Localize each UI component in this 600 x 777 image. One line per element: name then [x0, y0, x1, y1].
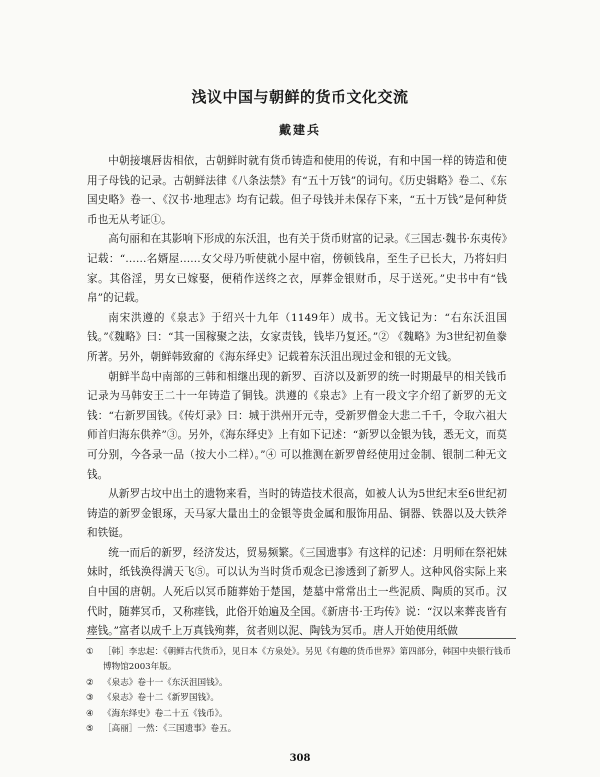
author-name: 戴建兵	[278, 123, 321, 137]
footnote-text: 《海东绎史》卷二十五《钱币》。	[103, 708, 228, 719]
paragraph: 中朝接壤唇齿相依，古朝鲜时就有货币铸造和使用的传说，有和中国一样的铸造和使用子母钱的记录。古朝鲜法律《八条法禁》有“五十万钱”的词句。《历史辑略》卷二、《东国史略》卷一、《汉书·地理志》均有记载。但子母钱并未保存下来，“五十万钱”是何种货币也无从考证①。	[87, 155, 507, 226]
footnote	[86, 722, 516, 737]
page-number: 308	[289, 753, 311, 764]
footnote	[86, 645, 516, 676]
footnote	[86, 676, 516, 691]
paragraph: 南宋洪遵的《泉志》于绍兴十九年（1149年）成书。无文钱记为：“右东沃沮国钱。”《魏略》曰：“其一国稼聚之法，女家责钱，钱毕乃复还。”② 《魏略》为3世纪初鱼豢所著。另外，朝鲜韩致奫的《海东绎史》记载着东沃沮出现过金和银的无文钱。	[87, 311, 507, 363]
page-title: 浅议中国与朝鲜的货币文化交流	[191, 88, 409, 106]
footnote-marker: ①	[86, 647, 94, 657]
footnote-text: 《泉志》卷十一《东沃沮国钱》。	[103, 677, 228, 688]
footnote-marker: ③	[86, 693, 94, 704]
paragraph: 高句丽和在其影响下形成的东沃沮，也有关于货币财富的记录。《三国志·魏书·东夷传》记载：“……名婿屋……女父母乃听使就小屋中宿，傍顿钱帛，至生子已长大，乃将妇归家。其俗淫，男女已嫁娶，便稍作送终之衣，厚葬金银财币，尽于送死。”史书中有“钱帛”的记载。	[87, 233, 507, 305]
footnote-marker: ②	[86, 677, 94, 688]
paragraph: 统一而后的新罗，经济发达，贸易频繁。《三国遗事》有这样的记述：月明师在祭祀妹妹时，纸钱涣得满天飞⑤。可以认为当时货币观念已渗透到了新罗人。这种风俗实际上来自中国的唐朝。人死后以冥币随葬始于楚国，楚墓中常常出土一些泥质、陶质的冥币。汉代时，随葬冥币，又称瘗钱，此俗开始遍及全国。《新唐书·王玙传》说：“汉以来葬丧皆有瘗钱。”富者以成千上万真钱殉葬，贫者则以泥、陶钱为冥币。唐人开始使用纸做	[87, 546, 507, 638]
paragraph: 从新罗古坟中出土的遗物来看，当时的铸造技术很高，如被人认为5世纪末至6世纪初铸造的新罗金银琢，天马冢大量出土的金银等贵金属和服饰用品、铜器、铁器以及大铁斧和铁铤。	[87, 488, 507, 540]
footnote-marker: ④	[86, 708, 94, 719]
footnote	[86, 691, 516, 706]
footnotes	[86, 645, 516, 737]
footnote-divider	[86, 638, 516, 639]
article-body	[87, 152, 507, 642]
footnote-marker: ⑤	[86, 724, 94, 735]
footnote-text: ［韩］李忠起：《朝鲜古代货币》，见日本《方泉处》。另见《有趣的货币世界》第四部分，韩国中央银行钱币博物馆2003年版。	[103, 647, 512, 673]
paragraph: 朝鲜半岛中南部的三韩和相继出现的新罗、百济以及新罗的统一时期最早的相关钱币记录为马韩安王二十一年铸造了铜钱。洪遵的《泉志》上有一段文字介绍了新罗的无文钱：“右新罗国钱。《传灯录》曰：城于洪州开元寺，受新罗僧金大悲二千千，令取六祖大师首归海东供养”③。另外，《海东绎史》上有如下记述：“新罗以金银为钱，悉无文，而莫可分别，今各录一品（按大小二样）。”④ 可以推测在新罗曾经使用过金制、银制二种无文钱。	[87, 370, 507, 481]
footnote-text: ［高丽］一然：《三国遗事》卷五。	[103, 724, 237, 735]
footnote-text: 《泉志》卷十二《新罗国钱》。	[103, 693, 220, 704]
footnote	[86, 707, 516, 722]
